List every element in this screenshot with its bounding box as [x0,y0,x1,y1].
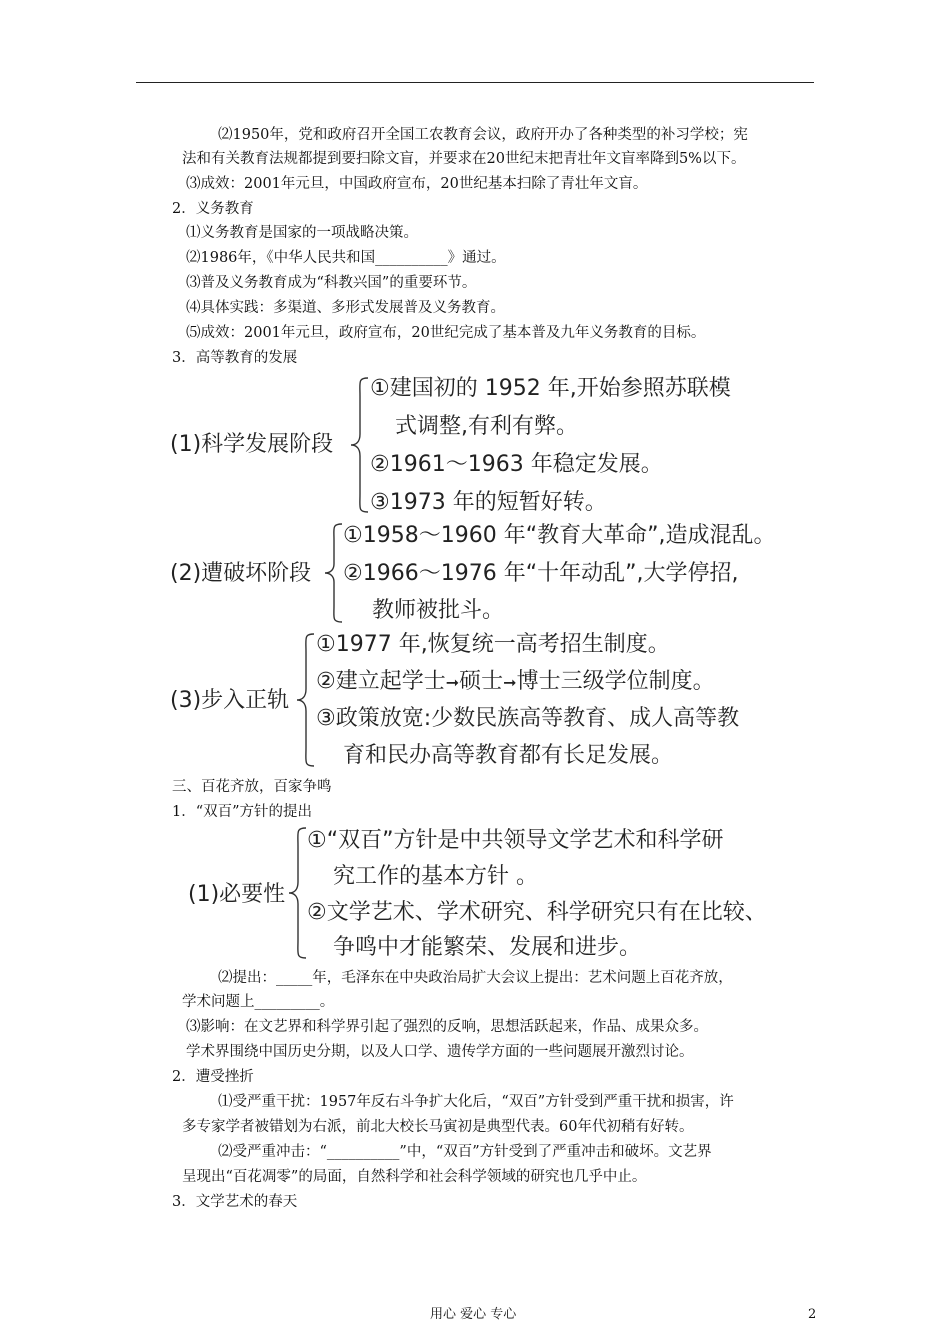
stage-point: ③1973 年的短暂好转。 [370,490,607,515]
stage-point: ②1966～1976 年“十年动乱”,大学停招, [343,561,739,586]
section-heading: 2．遭受挫折 [172,1069,254,1085]
list-item: ⑴义务教育是国家的一项战略决策。 [186,225,418,241]
paragraph: ⑵受严重冲击：“__________”中，“双百”方针受到了严重冲击和破坏。文艺界 [218,1144,712,1160]
stage-point: 争鸣中才能繁荣、发展和进步。 [333,935,642,960]
paragraph: ⑴受严重干扰：1957年反右斗争扩大化后，“双百”方针受到严重干扰和损害，许 [218,1094,734,1110]
paragraph: 学术问题上_________。 [182,994,335,1010]
paragraph: ⑵1950年，党和政府召开全国工农教育会议，政府开办了各种类型的补习学校；宪 [218,127,748,143]
stage-point: 究工作的基本方针 。 [333,864,538,889]
stage-label: (1)必要性 [188,882,286,907]
paragraph: 呈现出“百花凋零”的局面，自然科学和社会科学领域的研究也几乎中止。 [182,1169,647,1185]
list-item: ⑷具体实践：多渠道、多形式发展普及义务教育。 [186,300,505,316]
chapter-heading: 三、百花齐放，百家争鸣 [172,779,332,795]
stage-point: ②文学艺术、学术研究、科学研究只有在比较、 [307,900,767,925]
list-item: ⑸成效：2001年元旦，政府宣布，20世纪完成了基本普及九年义务教育的目标。 [186,325,706,341]
paragraph: ⑶影响：在文艺界和科学界引起了强烈的反响，思想活跃起来，作品、成果众多。 [186,1019,708,1035]
arrow-right-icon: ➞ [503,673,517,692]
paragraph: 法和有关教育法规都提到要扫除文盲，并要求在20世纪末把青壮年文盲率降到5%以下。 [182,151,746,167]
degree-doctor: 博士三级学位制度。 [516,669,715,694]
degree-master: 硕士 [459,669,504,694]
paragraph: 多专家学者被错划为右派，前北大校长马寅初是典型代表。60年代初稍有好转。 [182,1119,694,1135]
stage-point: 教师被批斗。 [372,598,505,623]
list-item: ⑶普及义务教育成为“科教兴国”的重要环节。 [186,275,477,291]
stage-point: ③政策放宽:少数民族高等教育、成人高等教 [316,706,740,731]
brace-icon [294,632,318,768]
list-item: ⑵1986年，《中华人民共和国__________》通过。 [186,250,506,266]
paragraph: ⑵提出：_____年，毛泽东在中央政治局扩大会议上提出：艺术问题上百花齐放， [218,970,733,986]
stage-point: ①“双百”方针是中共领导文学艺术和科学研 [307,828,724,853]
stage-point: ②1961～1963 年稳定发展。 [370,452,663,477]
paragraph: 学术界围绕中国历史分期，以及人口学、遗传学方面的一些问题展开激烈讨论。 [186,1044,694,1060]
section-heading: 1．“双百”方针的提出 [172,804,313,820]
arrow-right-icon: ➞ [445,673,460,692]
stage-label: (3)步入正轨 [170,688,290,713]
stage-point: ①建国初的 1952 年,开始参照苏联模 [370,376,731,401]
header-rule [136,82,814,83]
degree-bachelor: ②建立起学士 [316,669,446,694]
stage-label: (2)遭破坏阶段 [170,561,312,586]
section-heading: 3．文学艺术的春天 [172,1194,298,1210]
brace-icon [348,376,372,514]
footer-text: 用心 爱心 专心 [430,1307,517,1322]
stage-point-degrees [316,669,715,696]
stage-point: 式调整,有利有弊。 [395,414,578,439]
stage-label: (1)科学发展阶段 [170,432,334,457]
stage-point: ①1977 年,恢复统一高考招生制度。 [316,632,670,657]
paragraph: ⑶成效：2001年元旦，中国政府宣布，20世纪基本扫除了青壮年文盲。 [186,176,648,192]
section-heading: 3．高等教育的发展 [172,350,298,366]
stage-point: 育和民办高等教育都有长足发展。 [343,743,674,768]
stage-point: ①1958～1960 年“教育大革命”,造成混乱。 [343,523,776,548]
page-number: 2 [808,1307,817,1322]
section-heading: 2．义务教育 [172,201,254,217]
